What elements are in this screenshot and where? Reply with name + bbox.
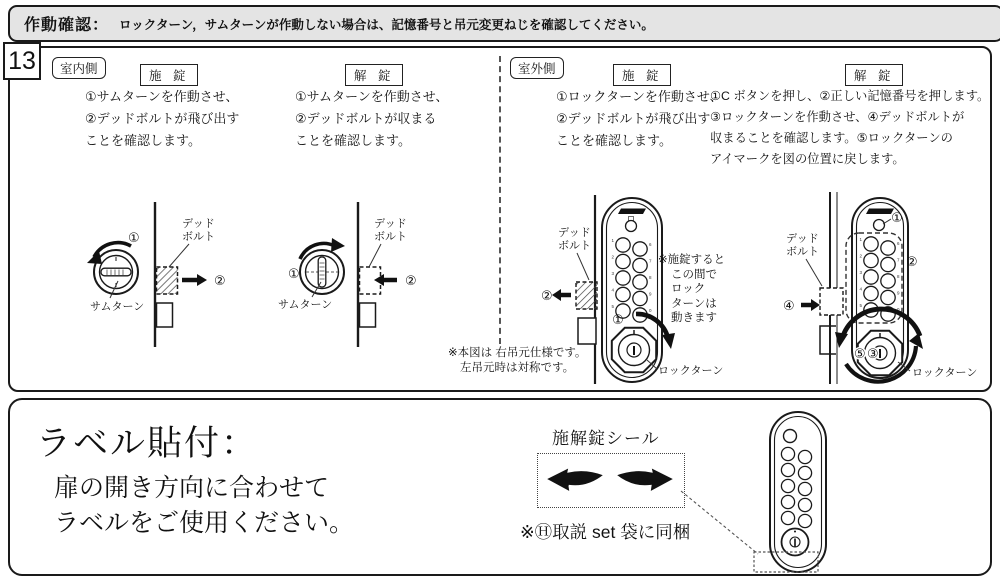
extend-arrow-icon <box>182 274 207 286</box>
open-seal-text: Open <box>559 474 584 487</box>
instruction-line: ことを確認します。 <box>85 133 201 148</box>
instruction-line: ①ロックターンを作動させ、 <box>556 89 723 104</box>
indoor-unlock-heading: 解 錠 <box>345 64 403 86</box>
step3-number: ③ <box>867 346 879 361</box>
strike-box <box>578 318 596 344</box>
retract-arrow-icon <box>801 299 820 311</box>
outdoor-unlock-heading: 解 錠 <box>845 64 903 86</box>
note-line: ロック <box>671 283 706 295</box>
c-button <box>626 221 637 232</box>
key-digit: 2 <box>859 253 862 259</box>
step1-number: ① <box>891 210 903 225</box>
connector-line <box>681 491 758 554</box>
key-digit: 3 <box>611 271 614 276</box>
deadbolt-label: ボルト <box>374 231 407 243</box>
thumbturn-label: サムターン <box>90 301 145 313</box>
deadbolt-label: デッド <box>786 233 819 245</box>
brand-logo-icon <box>618 209 646 215</box>
open-seal-text: Open <box>636 474 661 487</box>
brand-logo-icon <box>866 209 894 215</box>
thumbturn-label: サムターン <box>278 299 333 311</box>
key-digit: 9 <box>649 291 652 297</box>
lockturn-label: ロックターン <box>658 365 724 377</box>
deadbolt-extended <box>576 282 597 309</box>
key-digit: 2 <box>611 254 614 260</box>
outdoor-lock-heading: 施 錠 <box>613 64 671 86</box>
keypad-unit <box>770 412 826 572</box>
step1-number: ① <box>612 312 624 327</box>
key-digit: 1 <box>859 237 862 242</box>
key-digit: 3 <box>859 270 862 275</box>
key-digit: 4 <box>611 287 614 293</box>
instruction-line: ①サムターンを作動させ、 <box>85 89 239 104</box>
step5-number: ⑤ <box>854 346 866 361</box>
key-digit: 1 <box>611 238 614 243</box>
label-position-keypad <box>748 404 858 574</box>
deadbolt-label: デッド <box>374 218 407 230</box>
leader-line <box>169 244 189 267</box>
label-attach-title: ラベル貼付： <box>36 424 259 463</box>
note-line: 動きます <box>671 312 717 324</box>
strike-box <box>157 303 173 327</box>
keypad-unit <box>602 198 662 382</box>
indoor-unlock-instructions <box>295 86 448 152</box>
deadbolt-label: ボルト <box>558 240 591 252</box>
leader-line <box>806 259 822 286</box>
key-digit: 6 <box>897 241 900 246</box>
lockturn-label: ロックターン <box>912 367 978 379</box>
strike-box <box>360 303 376 327</box>
key-digit: 4 <box>859 286 862 292</box>
deadbolt-label: デッド <box>182 218 215 230</box>
note-line: この間で <box>671 268 717 281</box>
step1-number: ① <box>128 230 140 245</box>
note-line: ※本図は 右吊元仕様です。 <box>448 347 587 359</box>
indoor-side-label: 室内側 <box>52 57 106 79</box>
leader-line <box>369 244 381 267</box>
key-digit: 8 <box>649 275 652 280</box>
instruction-line: ③ロックターンを作動させ、④デッドボルトが <box>710 110 965 124</box>
thumbturn-icon <box>300 250 344 294</box>
key-digit: 9 <box>897 290 900 296</box>
key-digit: 0 <box>897 307 900 312</box>
deadbolt-extended <box>157 267 178 294</box>
step1-number: ① <box>288 266 300 281</box>
label-attach-line: ラベルをご使用ください。 <box>54 509 355 537</box>
indoor-lock-instructions <box>85 86 239 152</box>
outdoor-side-label: 室外側 <box>510 57 564 79</box>
step4-number: ④ <box>783 298 795 313</box>
banner-text: ロックターン，サムターンが作動しない場合は、記憶番号と吊元変更ねじを確認してください。 <box>119 17 654 32</box>
key-digit: 5 <box>859 303 862 308</box>
instruction-line: 収まることを確認します。⑤ロックターンの <box>710 131 953 145</box>
note-line: ※施錠すると <box>658 254 726 266</box>
outdoor-unlock-instructions <box>710 86 989 170</box>
deadbolt-retracted <box>820 288 843 315</box>
lockturn-motion-note <box>658 253 725 326</box>
strike-box <box>820 326 836 354</box>
deadbolt-label: ボルト <box>182 231 215 243</box>
extend-arrow-icon <box>552 289 571 301</box>
step-number: 13 <box>3 42 41 80</box>
indoor-lock-diagram <box>40 195 270 380</box>
instruction-line: ②デッドボルトが収まる <box>295 111 437 126</box>
outdoor-unlock-diagram <box>780 186 992 388</box>
step2-number: ② <box>541 288 553 303</box>
key-digit: 8 <box>897 274 900 279</box>
instruction-line: ②デッドボルトが飛び出す <box>85 111 240 126</box>
deadbolt-label: デッド <box>558 227 591 239</box>
key-digit: 0 <box>649 308 652 313</box>
instruction-line: ことを確認します。 <box>556 133 672 148</box>
thumbturn-icon <box>94 250 138 294</box>
step2-number: ② <box>906 254 918 269</box>
label-attach-line: 扉の開き方向に合わせて <box>54 474 330 502</box>
seal-note: ※Ⓗ取説 set 袋に同梱 <box>520 522 691 542</box>
operation-check-banner <box>8 5 1000 42</box>
seal-heading: 施解錠シール <box>552 429 660 448</box>
outdoor-lock-instructions <box>556 86 723 152</box>
instruction-line: ことを確認します。 <box>295 133 411 148</box>
step2-number: ② <box>214 273 226 288</box>
instruction-line: ①C ボタンを押し、②正しい記憶番号を押します。 <box>710 89 990 103</box>
key-digit: 6 <box>649 242 652 247</box>
lockturn-icon <box>612 328 656 372</box>
note-line: ターンは <box>671 297 717 310</box>
open-seal-left-icon <box>546 468 604 493</box>
banner-title: 作動確認： <box>24 17 110 34</box>
instruction-line: ①サムターンを作動させ、 <box>295 89 449 104</box>
key-digit: 7 <box>897 257 900 263</box>
step2-number: ② <box>405 273 417 288</box>
key-digit: 5 <box>611 304 614 309</box>
instruction-line: ②デッドボルトが飛び出す <box>556 111 711 126</box>
c-button <box>874 220 885 231</box>
deadbolt-label: ボルト <box>786 246 819 258</box>
c-button <box>784 430 797 443</box>
instruction-line: アイマークを図の位置に戻します。 <box>710 152 905 166</box>
indoor-lock-heading: 施 錠 <box>140 64 198 86</box>
open-seal-right-icon <box>616 468 674 493</box>
leader-line <box>577 253 589 280</box>
open-seals <box>540 458 682 502</box>
note-line: 左吊元時は対称です。 <box>460 362 575 374</box>
key-digit: 7 <box>649 258 652 264</box>
